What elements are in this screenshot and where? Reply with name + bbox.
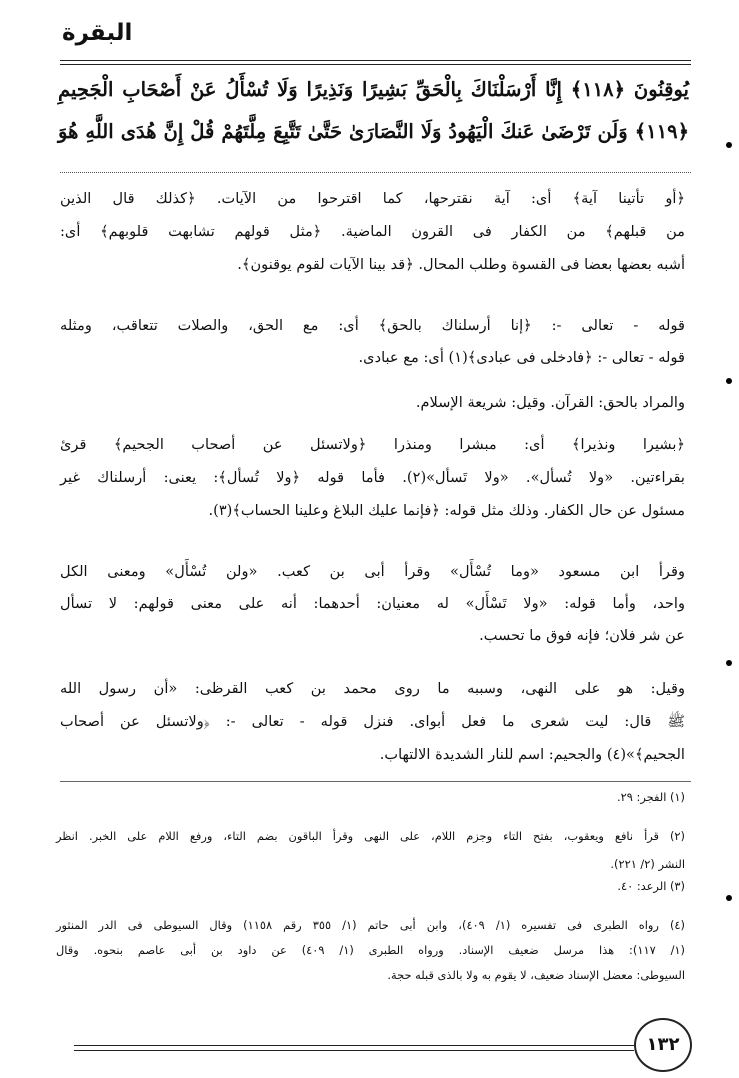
footnote (56, 913, 685, 988)
footnote-line: النشر (٢/ ٢٢١). (610, 857, 685, 871)
text-line: وقيل: هو على النهى، وسببه ما روى محمد بن كعب القرظى: «أن رسول الله (60, 680, 685, 697)
footnote-line: (٢) قرأ نافع ويعقوب، بفتح التاء وجزم اللام، على النهى وقرأ الباقون بضم التاء، ورفع اللام على الخبر. انظر (56, 829, 685, 843)
footnote (56, 880, 685, 894)
text-line: عن شر فلان؛ فإنه فوق ما تحسب. (479, 627, 685, 644)
text-line: من قبلهم﴾ من الكفار فى القرون الماضية. ﴿مثل قولهم تشابهت قلوبهم﴾ أى: (60, 223, 685, 240)
text-line: ﷺ قال: ليت شعرى ما فعل أبواى. فنزل قوله - تعالى -: ﴿ولاتسئل عن أصحاب (60, 713, 685, 730)
text-line: الجحيم﴾»(٤) والجحيم: اسم للنار الشديدة الالتهاب. (379, 746, 685, 763)
footer-rule-thin (74, 1050, 634, 1051)
footnote-separator (60, 781, 691, 782)
footnote-line: (٤) رواه الطبرى فى تفسيره (١/ ٤٠٩)، وابن أبى حاتم (١/ ٣٥٥ رقم ١١٥٨) وقال السيوطى فى الدر المنثور (56, 918, 685, 932)
text-line: قوله - تعالى -: ﴿فادخلى فى عبادى﴾(١) أى: مع عبادى. (358, 349, 685, 366)
commentary-paragraph (60, 310, 685, 374)
footnote-line: (٣) الرعد: ٤٠. (617, 879, 685, 893)
dotted-separator (60, 172, 691, 173)
margin-dot-mark (726, 378, 732, 384)
commentary-paragraph (60, 556, 685, 652)
text-line: ﴿أو تأتينا آية﴾ أى: آية نقترحها، كما اقترحوا من الآيات. ﴿كذلك قال الذين (60, 190, 685, 207)
text-line: واحد، وأما قوله: «ولا تَسْأَل» له معنيان: أحدهما: أنه على معنى قولهم: لا تسأل (60, 595, 685, 612)
footnote-line: (١) الفجر: ٢٩. (616, 790, 685, 804)
commentary-paragraph (60, 672, 685, 771)
margin-dot-mark (726, 660, 732, 666)
margin-dot-mark (726, 895, 732, 901)
commentary-paragraph (60, 182, 685, 281)
header-rule-thin (60, 64, 691, 65)
footnote (56, 822, 685, 878)
surah-title-header: البقرة (62, 20, 133, 46)
commentary-paragraph (60, 392, 685, 413)
text-line: مسئول عن حال الكفار. وذلك مثل قوله: ﴿فإنما عليك البلاغ وعلينا الحساب﴾(٣). (208, 502, 685, 519)
quran-verse-line: يُوقِنُونَ ﴿١١٨﴾ إِنَّا أَرْسَلْنَاكَ بِالْحَقِّ بَشِيرًا وَنَذِيرًا وَلَا تُسْأَلُ عَنْ أَصْحَابِ الْجَحِيمِ (58, 78, 689, 101)
footnote-line: (١/ ١١٧): هذا مرسل ضعيف الإسناد. ورواه الطبرى (١/ ٤٠٩) عن داود بن أبى عاصم بنحوه. وقال (56, 943, 685, 957)
footnote (56, 791, 685, 805)
margin-dot-mark (726, 142, 732, 148)
header-rule (60, 60, 691, 61)
page-number: ١٣٢ (634, 1018, 692, 1072)
footnote-line: السيوطى: معضل الإسناد ضعيف، لا يقوم به ولا بالذى قبله حجة. (387, 968, 685, 982)
text-line: ﴿بشيرا ونذيرا﴾ أى: مبشرا ومنذرا ﴿ولاتسئل عن أصحاب الجحيم﴾ قرئ (60, 436, 685, 453)
commentary-paragraph (60, 428, 685, 527)
text-line: بقراءتين. «ولا تُسأل». «ولا تَسأل»(٢). فأما قوله ﴿ولا تُسأل﴾: يعنى: أرسلناك غير (60, 469, 685, 486)
text-line: والمراد بالحق: القرآن. وقيل: شريعة الإسلام. (415, 394, 685, 411)
footer-rule (74, 1045, 634, 1046)
text-line: قوله - تعالى -: ﴿إنا أرسلناك بالحق﴾ أى: مع الحق، والصلات تتعاقب، ومثله (60, 317, 685, 334)
quran-verse-line: ﴿١١٩﴾ وَلَن تَرْضَىٰ عَنكَ الْيَهُودُ وَلَا النَّصَارَىٰ حَتَّىٰ تَتَّبِعَ مِلَّتَهُمْ قُلْ إِنَّ هُدَى اللَّهِ هُوَ (58, 120, 689, 143)
text-line: وقرأ ابن مسعود «وما تُسْأَل» وقرأ أبى بن كعب. «ولن تُسْأَل» ومعنى الكل (60, 563, 685, 580)
text-line: أشبه بعضها بعضا فى القسوة وطلب المحال. ﴿قد بينا الآيات لقوم يوقنون﴾. (237, 256, 685, 273)
